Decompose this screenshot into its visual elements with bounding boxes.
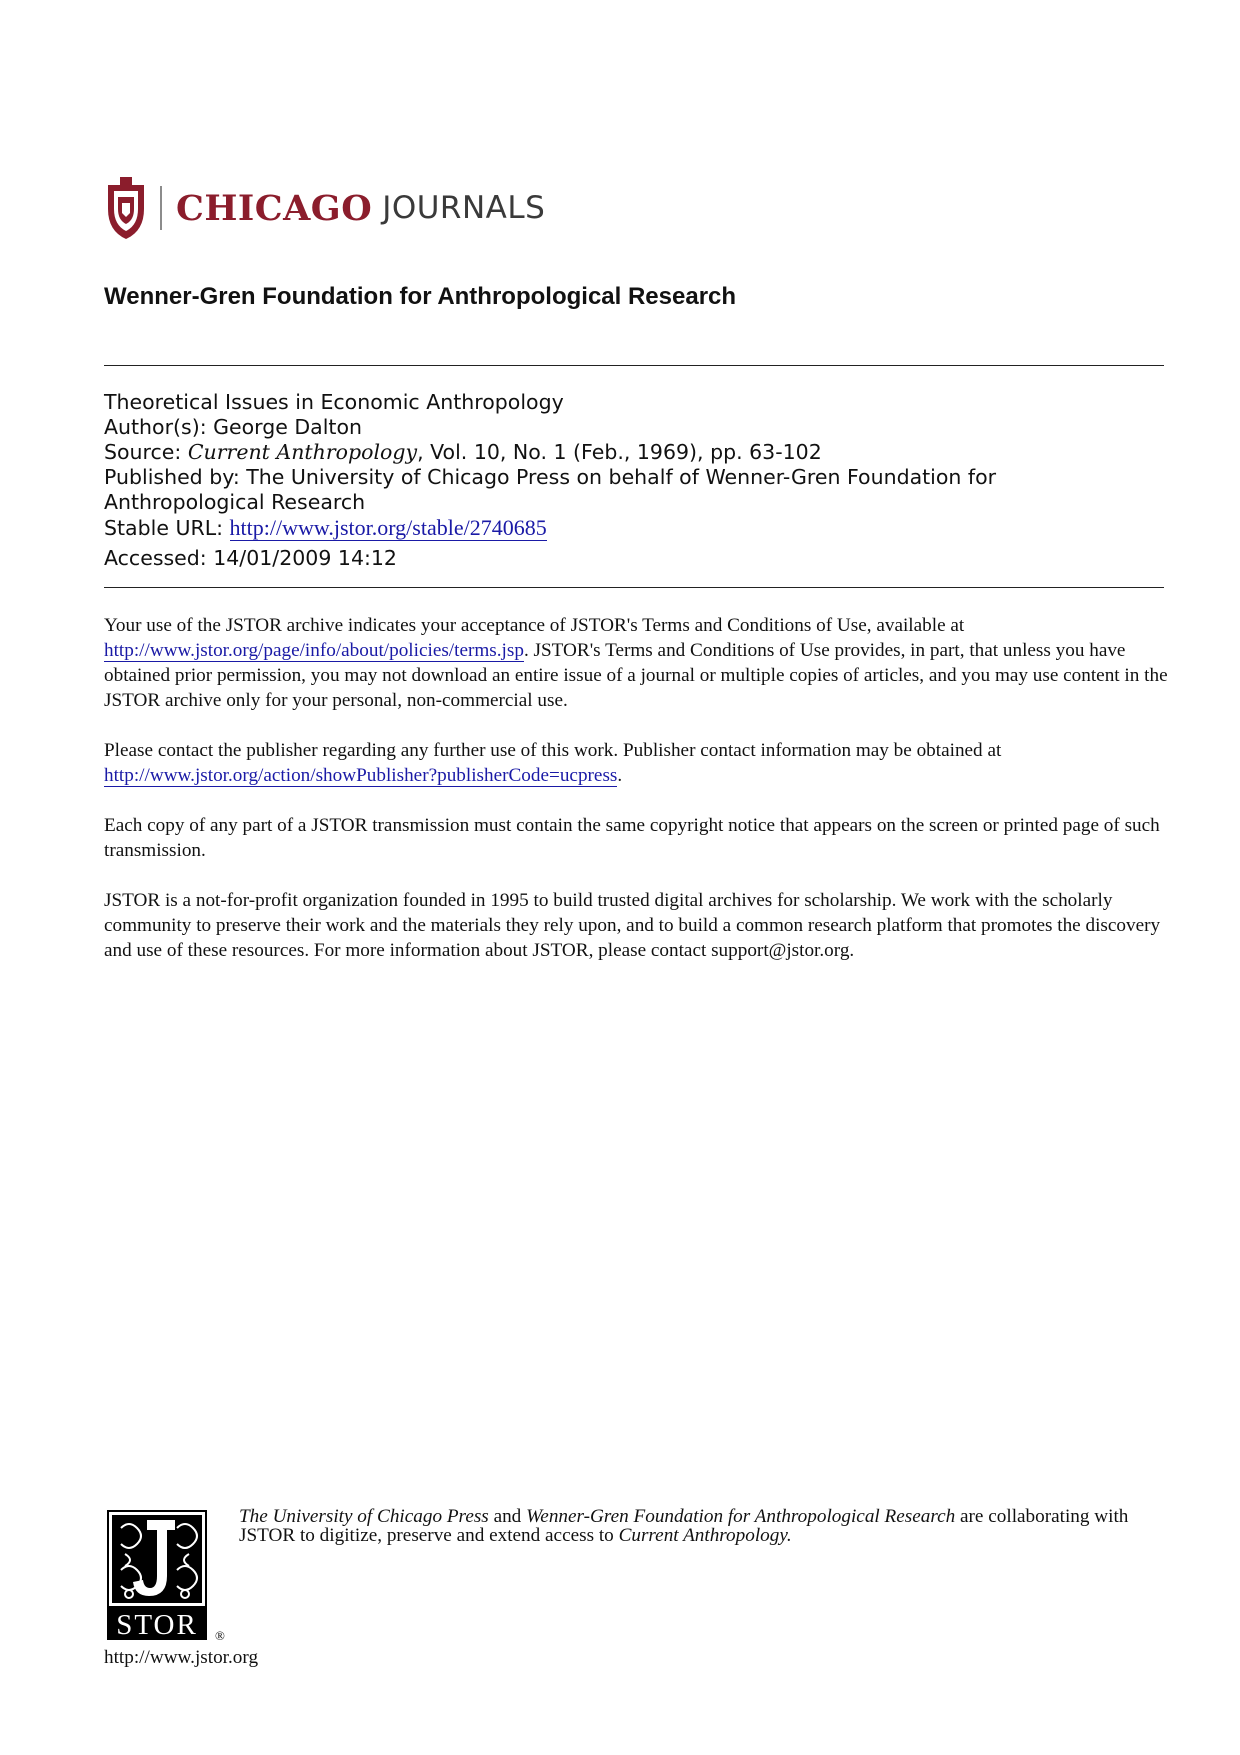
journal-name-footer: Current Anthropology. [618,1525,792,1546]
chicago-journals-logo [104,168,570,248]
stable-url-line: Stable URL: http://www.jstor.org/stable/2740685 [104,515,547,540]
published-by-line-2: Anthropological Research [104,490,366,514]
accessed-date: Accessed: 14/01/2009 14:12 [104,546,397,570]
terms-of-use [104,613,1184,988]
collaboration-note: The University of Chicago Press and Wenner-Gren Foundation for Anthropological Research are collaborating with JSTOR to digitize, preserve and extend access to Current Anthropology. [239,1506,1129,1546]
jstor-logo [107,1510,207,1640]
article-author-line: Author(s): George Dalton [104,415,362,439]
published-by-line-1: Published by: The University of Chicago Press on behalf of Wenner-Gren Foundation for [104,465,997,489]
article-metadata [104,390,1164,571]
bottom-rule [104,587,1164,588]
article-title: Theoretical Issues in Economic Anthropology [104,390,564,414]
article-source-line: Source: Current Anthropology, Vol. 10, No. 1 (Feb., 1969), pp. 63-102 [104,440,822,464]
terms-paragraph-2: Please contact the publisher regarding any further use of this work. Publisher contact information may be obtained at http://www.jstor.org/action/showPublisher?publisherCode=ucpress. [104,740,1002,786]
jstor-logo-text: STOR [116,1609,198,1640]
registered-mark: ® [215,1628,225,1643]
press-name: The University of Chicago Press [239,1506,489,1527]
terms-link[interactable]: http://www.jstor.org/page/info/about/policies/terms.jsp [104,640,524,661]
logo-chicago: CHICAGO [176,187,373,229]
article-author: George Dalton [213,415,362,439]
foundation-heading: Wenner-Gren Foundation for Anthropological Research [104,283,737,310]
terms-paragraph-3: Each copy of any part of a JSTOR transmission must contain the same copyright notice that appears on the screen or printed page of such transmission. [104,815,1160,861]
terms-paragraph-1: Your use of the JSTOR archive indicates your acceptance of JSTOR's Terms and Conditions of Use, available at http://www.jstor.org/page/info/about/policies/terms.jsp. JSTOR's Terms and Conditions of Use provides, in part, that unless you have obtained prior permission, you may not download an entire issue of a journal or multiple copies of articles, and you may use content in the JSTOR archive only for your personal, non-commercial use. [104,615,1168,711]
logo-journals: JOURNALS [382,190,546,226]
jstor-emblem-icon [107,1510,207,1640]
university-seal-icon [104,175,148,241]
logo-divider [160,186,162,230]
journal-name: Current Anthropology [187,440,418,464]
publisher-contact-link[interactable]: http://www.jstor.org/action/showPublisher?publisherCode=ucpress [104,765,618,786]
top-rule [104,365,1164,366]
terms-paragraph-4: JSTOR is a not-for-profit organization founded in 1995 to build trusted digital archives for scholarship. We work with the scholarly community to preserve their work and the materials they rely upon, and to build a common research platform that promotes the discovery and use of these resources. For more information about JSTOR, please contact support@jstor.org. [104,890,1161,961]
jstor-url: http://www.jstor.org [104,1647,259,1668]
stable-url-link[interactable]: http://www.jstor.org/stable/2740685 [229,515,547,540]
foundation-name: Wenner-Gren Foundation for Anthropological Research [526,1506,956,1527]
